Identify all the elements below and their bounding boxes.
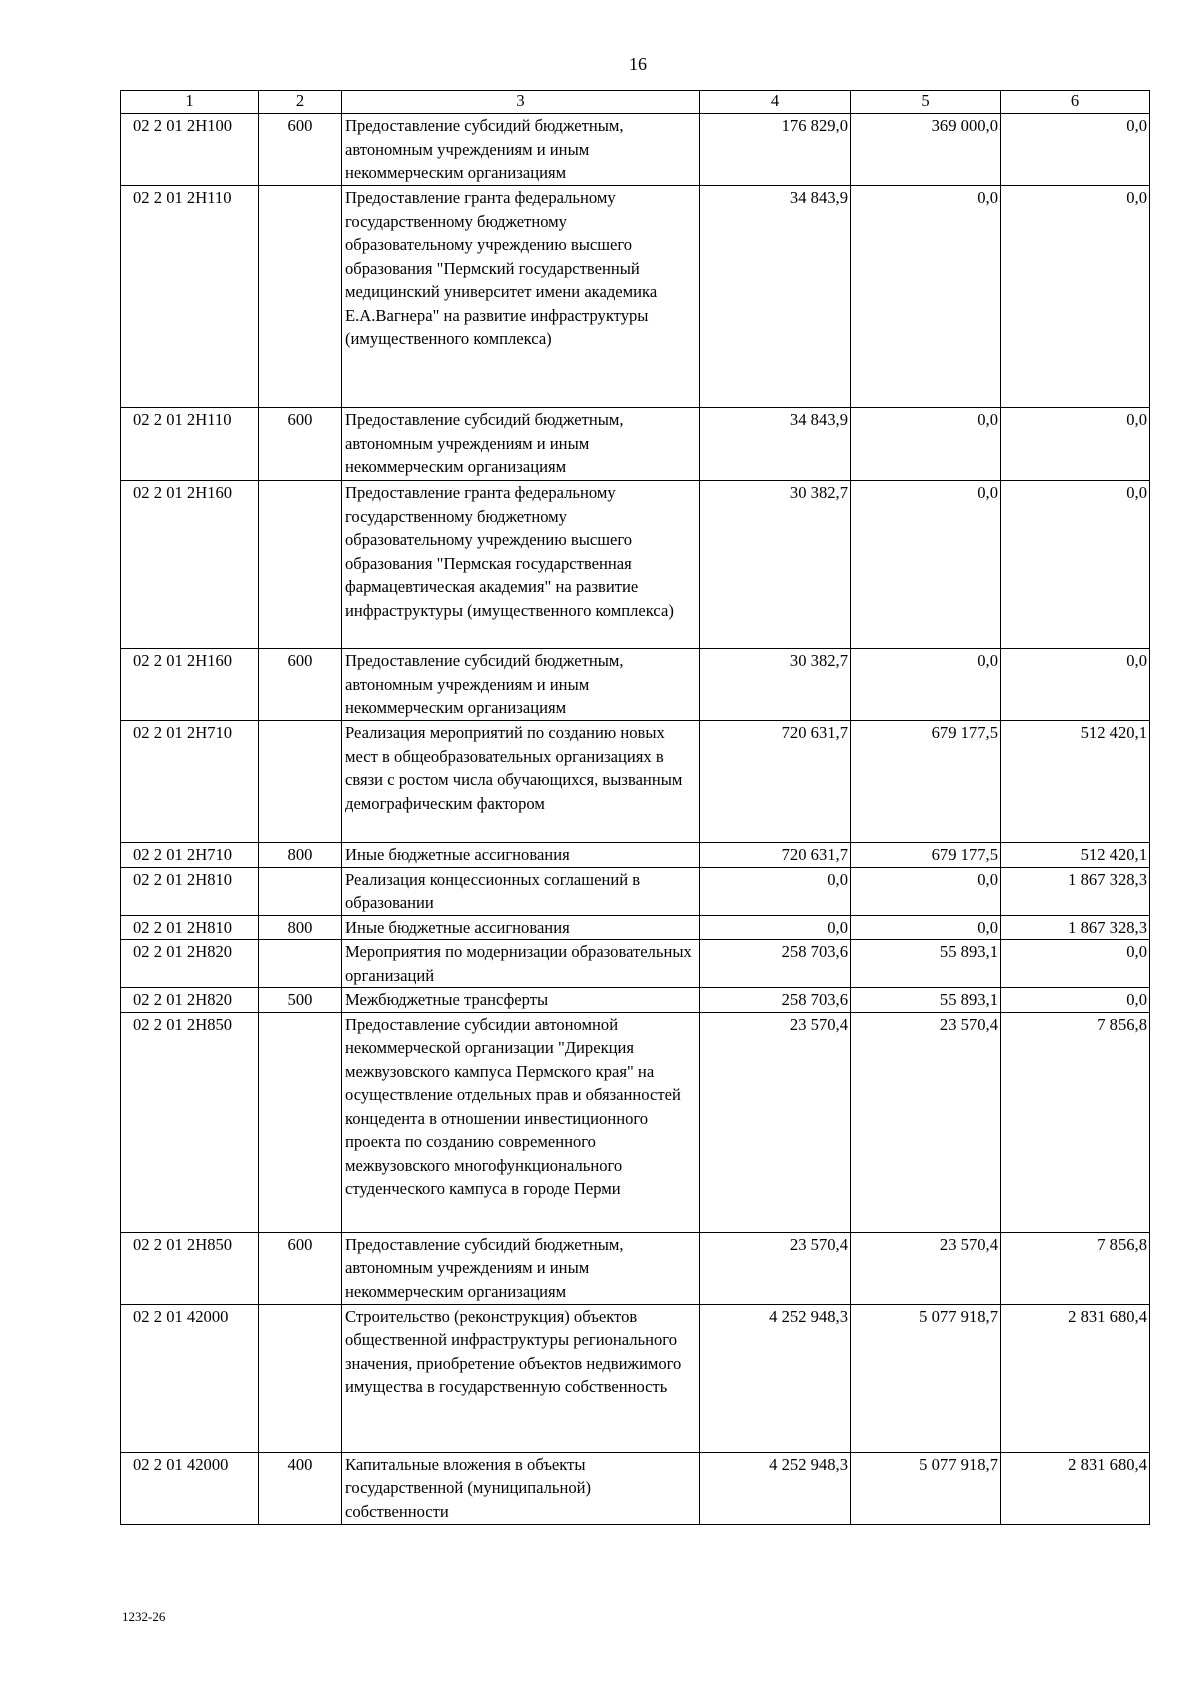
row-expense-type: 500 xyxy=(259,988,342,1013)
row-value-col4: 720 631,7 xyxy=(700,721,851,843)
row-expense-type: 600 xyxy=(259,1232,342,1304)
row-code: 02 2 01 2Н710 xyxy=(121,721,259,843)
row-expense-type xyxy=(259,940,342,988)
row-value-col6: 1 867 328,3 xyxy=(1001,867,1150,915)
row-name: Предоставление субсидий бюджетным, автономным учреждениям и иным некоммерческим организациям xyxy=(342,408,700,481)
row-name: Иные бюджетные ассигнования xyxy=(342,915,700,940)
row-expense-type: 800 xyxy=(259,843,342,868)
row-value-col6: 512 420,1 xyxy=(1001,843,1150,868)
table-header-row xyxy=(121,91,1150,114)
row-value-col4: 23 570,4 xyxy=(700,1232,851,1304)
table-row xyxy=(121,940,1150,988)
row-code: 02 2 01 2Н810 xyxy=(121,867,259,915)
table-row xyxy=(121,915,1150,940)
table-row xyxy=(121,867,1150,915)
row-code: 02 2 01 2Н160 xyxy=(121,481,259,649)
column-header-4: 4 xyxy=(700,91,851,114)
row-value-col4: 258 703,6 xyxy=(700,940,851,988)
row-code: 02 2 01 2Н160 xyxy=(121,649,259,721)
row-code: 02 2 01 2Н820 xyxy=(121,988,259,1013)
row-value-col6: 0,0 xyxy=(1001,114,1150,186)
row-name: Межбюджетные трансферты xyxy=(342,988,700,1013)
table-row xyxy=(121,1304,1150,1452)
table-row xyxy=(121,1012,1150,1232)
row-value-col5: 679 177,5 xyxy=(851,721,1001,843)
row-expense-type: 600 xyxy=(259,114,342,186)
row-value-col5: 0,0 xyxy=(851,867,1001,915)
column-header-3: 3 xyxy=(342,91,700,114)
row-value-col6: 0,0 xyxy=(1001,940,1150,988)
row-value-col4: 0,0 xyxy=(700,867,851,915)
row-value-col6: 2 831 680,4 xyxy=(1001,1452,1150,1524)
row-value-col5: 0,0 xyxy=(851,915,1001,940)
row-code: 02 2 01 42000 xyxy=(121,1304,259,1452)
table-row xyxy=(121,1232,1150,1304)
row-value-col4: 30 382,7 xyxy=(700,649,851,721)
row-value-col5: 5 077 918,7 xyxy=(851,1304,1001,1452)
column-header-2: 2 xyxy=(259,91,342,114)
row-value-col5: 55 893,1 xyxy=(851,940,1001,988)
row-name: Предоставление гранта федеральному государственному бюджетному образовательному учреждению высшего образования "Пермский государственный медицинский университет имени академика Е.А.Вагнера" на развитие инфраструктуры (имущественного комплекса) xyxy=(342,186,700,408)
page-number: 16 xyxy=(629,54,647,74)
row-value-col5: 0,0 xyxy=(851,481,1001,649)
row-name: Реализация концессионных соглашений в образовании xyxy=(342,867,700,915)
row-code: 02 2 01 2Н850 xyxy=(121,1012,259,1232)
row-value-col4: 34 843,9 xyxy=(700,408,851,481)
row-name: Строительство (реконструкция) объектов общественной инфраструктуры регионального значения, приобретение объектов недвижимого имущества в государственную собственность xyxy=(342,1304,700,1452)
table-row xyxy=(121,988,1150,1013)
row-value-col4: 258 703,6 xyxy=(700,988,851,1013)
row-code: 02 2 01 2Н110 xyxy=(121,186,259,408)
row-code: 02 2 01 2Н100 xyxy=(121,114,259,186)
table-row xyxy=(121,649,1150,721)
row-value-col6: 7 856,8 xyxy=(1001,1232,1150,1304)
row-expense-type xyxy=(259,186,342,408)
row-expense-type xyxy=(259,721,342,843)
table-row xyxy=(121,186,1150,408)
row-code: 02 2 01 2Н710 xyxy=(121,843,259,868)
table-row xyxy=(121,843,1150,868)
table-row xyxy=(121,408,1150,481)
row-expense-type: 400 xyxy=(259,1452,342,1524)
row-value-col5: 0,0 xyxy=(851,408,1001,481)
row-value-col5: 369 000,0 xyxy=(851,114,1001,186)
row-expense-type xyxy=(259,481,342,649)
row-name: Предоставление субсидии автономной некоммерческой организации "Дирекция межвузовского кампуса Пермского края" на осуществление отдельных прав и обязанностей концедента в отношении инвестиционного проекта по созданию современного межвузовского многофункционального студенческого кампуса в городе Перми xyxy=(342,1012,700,1232)
table-row xyxy=(121,114,1150,186)
row-value-col4: 23 570,4 xyxy=(700,1012,851,1232)
row-value-col6: 2 831 680,4 xyxy=(1001,1304,1150,1452)
table-row xyxy=(121,1452,1150,1524)
row-value-col4: 34 843,9 xyxy=(700,186,851,408)
row-value-col6: 0,0 xyxy=(1001,408,1150,481)
row-expense-type xyxy=(259,1304,342,1452)
row-name: Реализация мероприятий по созданию новых мест в общеобразовательных организациях в связи с ростом числа обучающихся, вызванным демографическим фактором xyxy=(342,721,700,843)
row-expense-type: 600 xyxy=(259,649,342,721)
row-value-col4: 0,0 xyxy=(700,915,851,940)
row-value-col4: 4 252 948,3 xyxy=(700,1304,851,1452)
row-value-col5: 0,0 xyxy=(851,186,1001,408)
row-code: 02 2 01 2Н820 xyxy=(121,940,259,988)
document-id: 1232-26 xyxy=(122,1609,166,1624)
row-value-col4: 4 252 948,3 xyxy=(700,1452,851,1524)
row-value-col5: 55 893,1 xyxy=(851,988,1001,1013)
row-value-col6: 0,0 xyxy=(1001,481,1150,649)
row-value-col6: 7 856,8 xyxy=(1001,1012,1150,1232)
row-expense-type xyxy=(259,1012,342,1232)
row-value-col6: 0,0 xyxy=(1001,649,1150,721)
budget-table xyxy=(120,90,1150,1525)
row-expense-type xyxy=(259,867,342,915)
row-value-col5: 5 077 918,7 xyxy=(851,1452,1001,1524)
row-value-col4: 30 382,7 xyxy=(700,481,851,649)
row-name: Предоставление субсидий бюджетным, автономным учреждениям и иным некоммерческим организациям xyxy=(342,1232,700,1304)
row-value-col4: 176 829,0 xyxy=(700,114,851,186)
row-code: 02 2 01 2Н850 xyxy=(121,1232,259,1304)
table-row xyxy=(121,721,1150,843)
row-value-col6: 0,0 xyxy=(1001,988,1150,1013)
row-expense-type: 800 xyxy=(259,915,342,940)
row-code: 02 2 01 42000 xyxy=(121,1452,259,1524)
column-header-5: 5 xyxy=(851,91,1001,114)
row-value-col5: 23 570,4 xyxy=(851,1232,1001,1304)
column-header-1: 1 xyxy=(121,91,259,114)
row-value-col5: 23 570,4 xyxy=(851,1012,1001,1232)
table-row xyxy=(121,481,1150,649)
row-name: Капитальные вложения в объекты государственной (муниципальной) собственности xyxy=(342,1452,700,1524)
row-name: Иные бюджетные ассигнования xyxy=(342,843,700,868)
row-expense-type: 600 xyxy=(259,408,342,481)
row-value-col4: 720 631,7 xyxy=(700,843,851,868)
row-code: 02 2 01 2Н810 xyxy=(121,915,259,940)
row-value-col6: 1 867 328,3 xyxy=(1001,915,1150,940)
row-value-col6: 512 420,1 xyxy=(1001,721,1150,843)
row-name: Мероприятия по модернизации образовательных организаций xyxy=(342,940,700,988)
row-code: 02 2 01 2Н110 xyxy=(121,408,259,481)
row-value-col6: 0,0 xyxy=(1001,186,1150,408)
column-header-6: 6 xyxy=(1001,91,1150,114)
row-value-col5: 0,0 xyxy=(851,649,1001,721)
row-name: Предоставление субсидий бюджетным, автономным учреждениям и иным некоммерческим организациям xyxy=(342,114,700,186)
row-value-col5: 679 177,5 xyxy=(851,843,1001,868)
row-name: Предоставление гранта федеральному государственному бюджетному образовательному учреждению высшего образования "Пермская государственная фармацевтическая академия" на развитие инфраструктуры (имущественного комплекса) xyxy=(342,481,700,649)
row-name: Предоставление субсидий бюджетным, автономным учреждениям и иным некоммерческим организациям xyxy=(342,649,700,721)
